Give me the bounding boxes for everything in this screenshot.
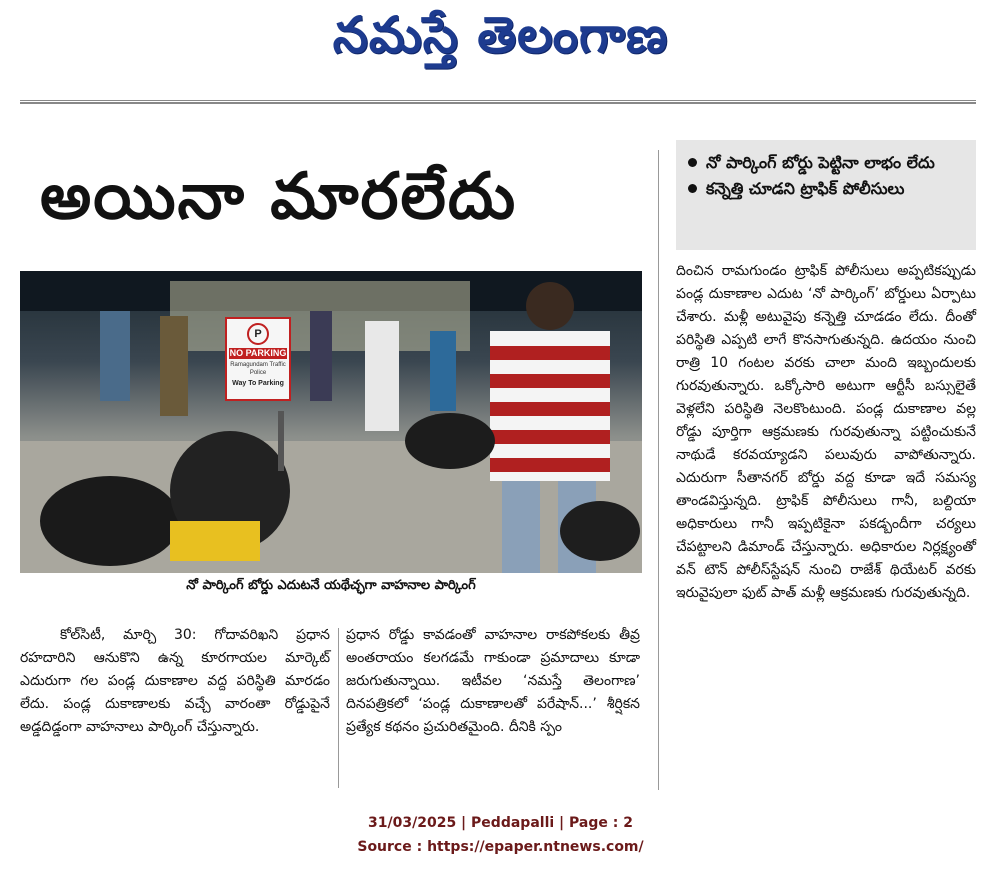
bullet-icon <box>688 158 697 167</box>
source-link[interactable]: Source : https://epaper.ntnews.com/ <box>357 839 644 855</box>
column-divider <box>658 150 659 790</box>
highlights-box <box>676 140 976 250</box>
masthead <box>0 0 1001 100</box>
highlight-item <box>688 150 964 176</box>
article-photo <box>20 271 642 573</box>
edition-info: 31/03/2025 | Peddapalli | Page : 2 <box>368 815 633 831</box>
highlight-item <box>688 176 964 202</box>
masthead-divider <box>20 100 976 104</box>
column-divider <box>338 628 339 788</box>
photo-caption: నో పార్కింగ్ బోర్డు ఎదుటనే యథేచ్ఛగా వాహనాల పార్కింగ్ <box>186 578 476 593</box>
sign-way-text: Way To Parking <box>232 380 284 387</box>
newspaper-logo: నమస్తే తెలంగాణ <box>332 6 669 64</box>
sign-title: NO PARKING <box>229 348 287 358</box>
article-column-1: కోల్‌సిటీ, మార్చి 30: గోదావరిఖని ప్రధాన రహదారిని ఆనుకొని ఉన్న కూరగాయల మార్కెట్ ఎదురుగా గల పండ్ల దుకాణాల వద్ద పరిస్థితి మారడం లేదు. పండ్ల దుకాణాలకు వచ్చే వారంతా రోడ్డుపైనే అడ్డదిడ్డంగా వాహనాలు పార్కింగ్ చేస్తున్నారు. <box>20 627 330 735</box>
no-parking-sign <box>225 317 291 401</box>
no-parking-icon: P <box>247 323 269 345</box>
article-headline: అయినా మారలేదు <box>40 160 518 234</box>
parking-scene-illustration <box>20 271 642 573</box>
highlight-text: కన్నెత్తి చూడని ట్రాఫిక్ పోలీసులు <box>706 179 905 198</box>
highlight-text: నో పార్కింగ్ బోర్డు పెట్టినా లాభం లేదు <box>706 153 935 172</box>
article-column-2: ప్రధాన రోడ్డు కావడంతో వాహనాల రాకపోకలకు తీవ్ర అంతరాయం కలగడమే గాకుండా ప్రమాదాలు కూడా జరుగుతున్నాయి. ఇటీవల ‘నమస్తే తెలంగాణ’ దినపత్రికలో ‘పండ్ల దుకాణాలతో పరేషాన్...’ శీర్షికన ప్రత్యేక కథనం ప్రచురితమైంది. దీనికి స్పం <box>346 627 640 735</box>
bullet-icon <box>688 184 697 193</box>
sign-subtitle: Ramagundam Traffic Police <box>230 362 286 376</box>
page-footer <box>0 811 1001 859</box>
article-column-3: దించిన రామగుండం ట్రాఫిక్ పోలీసులు అప్పటికప్పుడు పండ్ల దుకాణాల ఎదుట ‘నో పార్కింగ్’ బోర్డులు ఏర్పాటు చేశారు. మళ్లీ అటువైపు కన్నెత్తి చూడడం లేదు. దీంతో పరిస్థితి ఎప్పటి లాగే కొనసాగుతున్నది. ఉదయం నుంచి రాత్రి 10 గంటల వరకు చాలా మంది ఇబ్బందులకు గురవుతున్నారు. ఒక్కోసారి అటుగా ఆర్టీసీ బస్సులైతే వెళ్లలేని పరిస్థితి నెలకొంటుంది. పండ్ల దుకాణాల వల్ల రోడ్డు పూర్తిగా ఆక్రమణకు గురవుతున్నా పట్టించుకునే నాథుడే కరవయ్యాడని పలువురు వాపోతున్నారు. ఎదురుగా సీతానగర్ బోర్డు వద్ద కూడా ఇదే సమస్య తాండవిస్తున్నది. ట్రాఫిక్ పోలీసులు గానీ, బల్దియా అధికారులు గానీ ఇప్పటికైనా పకడ్బందీగా చర్యలు చేపట్టాలని డిమాండ్ చేస్తున్నారు. అధికారుల నిర్లక్ష్యంతో వన్ టౌన్ పోలీస్‌స్టేషన్ నుంచి రాజేశ్ థియేటర్ వరకు ఇరువైపులా ఫుట్ పాత్ మళ్లీ ఆక్రమణకు గురవుతున్నది. <box>676 263 976 601</box>
